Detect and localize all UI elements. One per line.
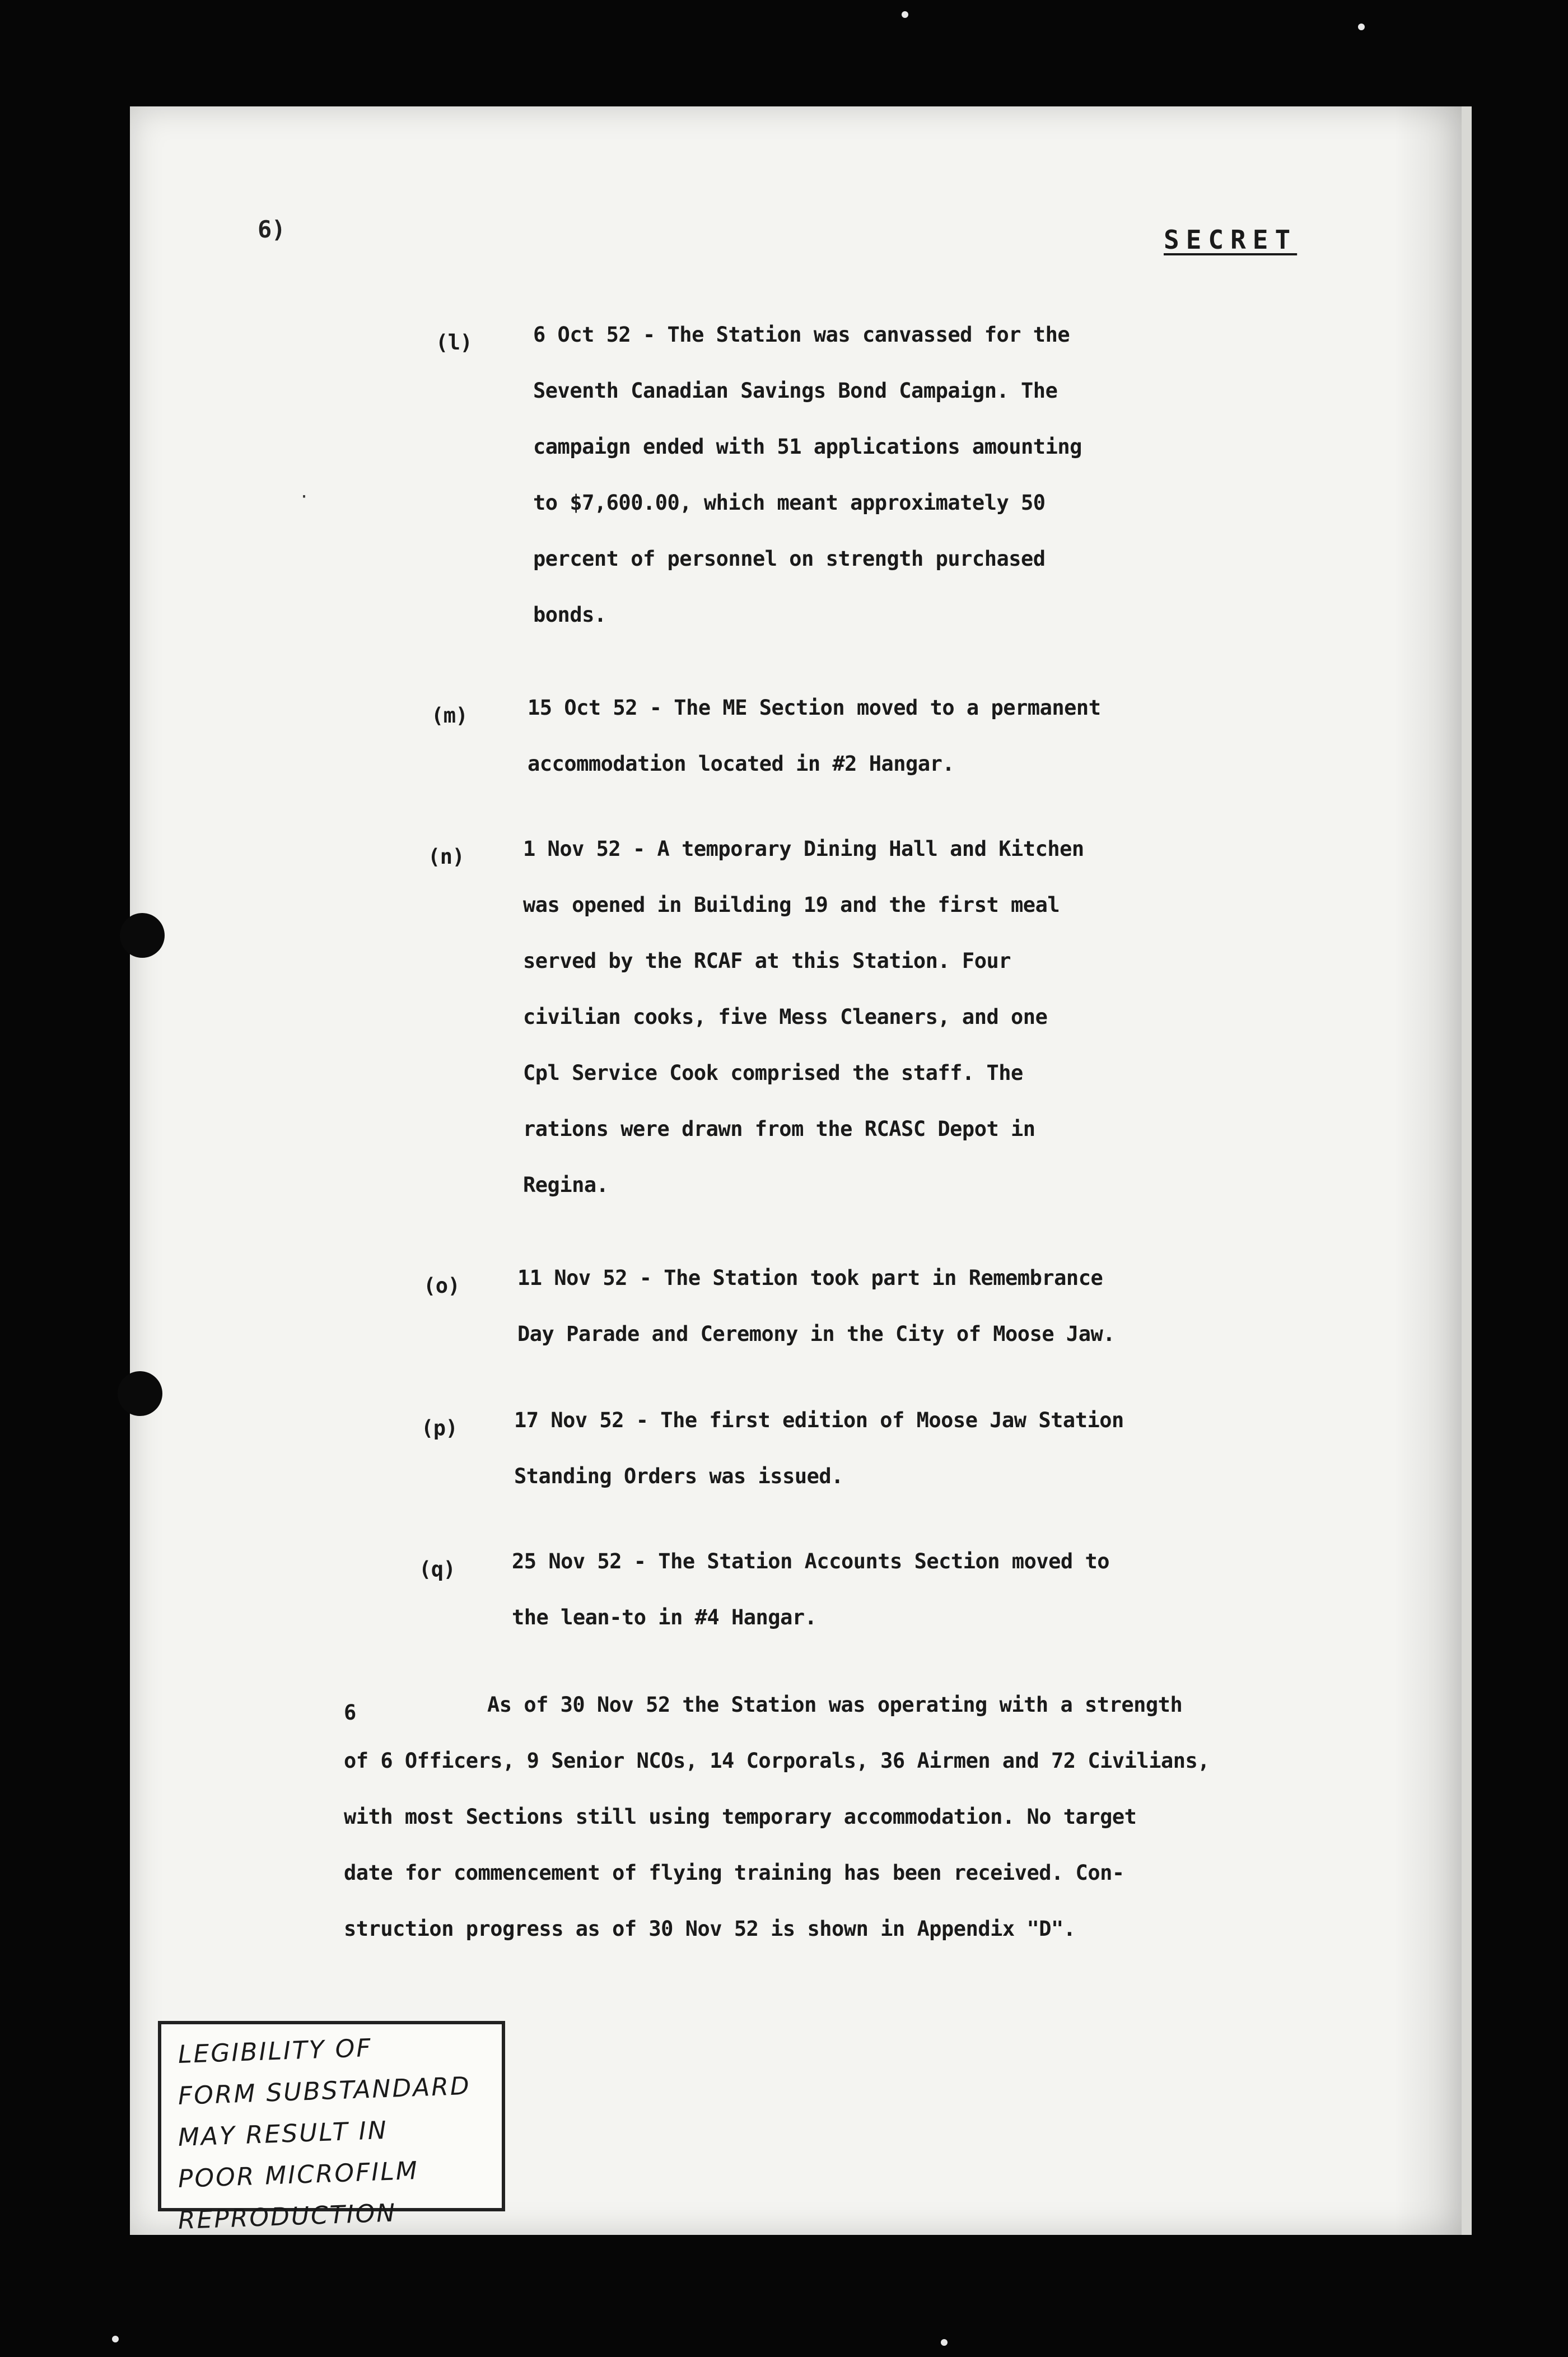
item-line: Day Parade and Ceremony in the City of Moose Jaw. [517,1322,1116,1346]
item-line: 15 Oct 52 - The ME Section moved to a permanent [528,696,1101,720]
item-label: (o) [423,1274,460,1298]
item-line: the lean-to in #4 Hangar. [512,1605,817,1629]
item-line: percent of personnel on strength purchased [533,547,1046,571]
item-line: Regina. [523,1173,609,1197]
paragraph-line: struction progress as of 30 Nov 52 is shown in Appendix "D". [344,1917,1076,1941]
item-body [514,1392,1124,1504]
item-line: bonds. [533,603,606,627]
item-body [528,680,1100,792]
film-edge-mark [1358,24,1365,30]
punch-hole [120,913,165,958]
paragraph-body [344,1677,1341,1957]
item-line: Cpl Service Cook comprised the staff. The [523,1061,1023,1085]
item-line: Seventh Canadian Savings Bond Campaign. The [533,379,1058,403]
item-line: served by the RCAF at this Station. Four [523,949,1011,973]
item-label: (l) [436,330,473,355]
stamp-line: FORM SUBSTANDARD [178,2071,472,2111]
item-label: (m) [431,704,468,728]
item-line: 6 Oct 52 - The Station was canvassed for the [533,323,1070,347]
item-label: (p) [421,1416,458,1440]
paragraph-line: of 6 Officers, 9 Senior NCOs, 14 Corporals, 36 Airmen and 72 Civilians, [344,1749,1210,1773]
item-line: accommodation located in #2 Hangar. [528,752,955,776]
punch-hole [118,1371,162,1416]
item-line: was opened in Building 19 and the first meal [523,893,1060,917]
item-label: (q) [419,1557,456,1581]
item-body [523,821,1084,1213]
stamp-line: MAY RESULT IN [178,2116,389,2152]
film-edge-mark [112,2336,119,2342]
item-label: (n) [428,845,465,869]
item-line: 1 Nov 52 - A temporary Dining Hall and Kitchen [523,837,1084,861]
item-line: rations were drawn from the RCASC Depot in [523,1117,1035,1141]
item-body [533,307,1082,643]
item-line: campaign ended with 51 applications amounting [533,435,1082,459]
classification-marking: SECRET [1164,225,1298,255]
item-line: 17 Nov 52 - The first edition of Moose Jaw Station [514,1408,1124,1432]
film-edge-mark [941,2339,948,2346]
stamp-line: LEGIBILITY OF [178,2033,373,2069]
stamp-line: REPRODUCTION [178,2198,397,2235]
paragraph-line: As of 30 Nov 52 the Station was operating with a strength [487,1693,1183,1717]
paragraph-number: 6 [344,1701,356,1725]
item-line: to $7,600.00, which meant approximately 50 [533,491,1046,515]
stamp-line: POOR MICROFILM [178,2156,419,2193]
item-line: 11 Nov 52 - The Station took part in Remembrance [517,1266,1103,1290]
film-edge-mark [902,11,908,18]
paragraph-line: date for commencement of flying training has been received. Con- [344,1861,1124,1885]
paragraph-line: with most Sections still using temporary accommodation. No target [344,1805,1137,1829]
page-mark: 6) [258,216,286,243]
item-line: Standing Orders was issued. [514,1464,843,1488]
item-body [517,1250,1115,1362]
stray-mark: · [299,487,310,507]
item-body [512,1534,1109,1646]
item-line: 25 Nov 52 - The Station Accounts Section moved to [512,1549,1110,1573]
item-line: civilian cooks, five Mess Cleaners, and one [523,1005,1048,1029]
legibility-notice-stamp [158,2021,505,2235]
